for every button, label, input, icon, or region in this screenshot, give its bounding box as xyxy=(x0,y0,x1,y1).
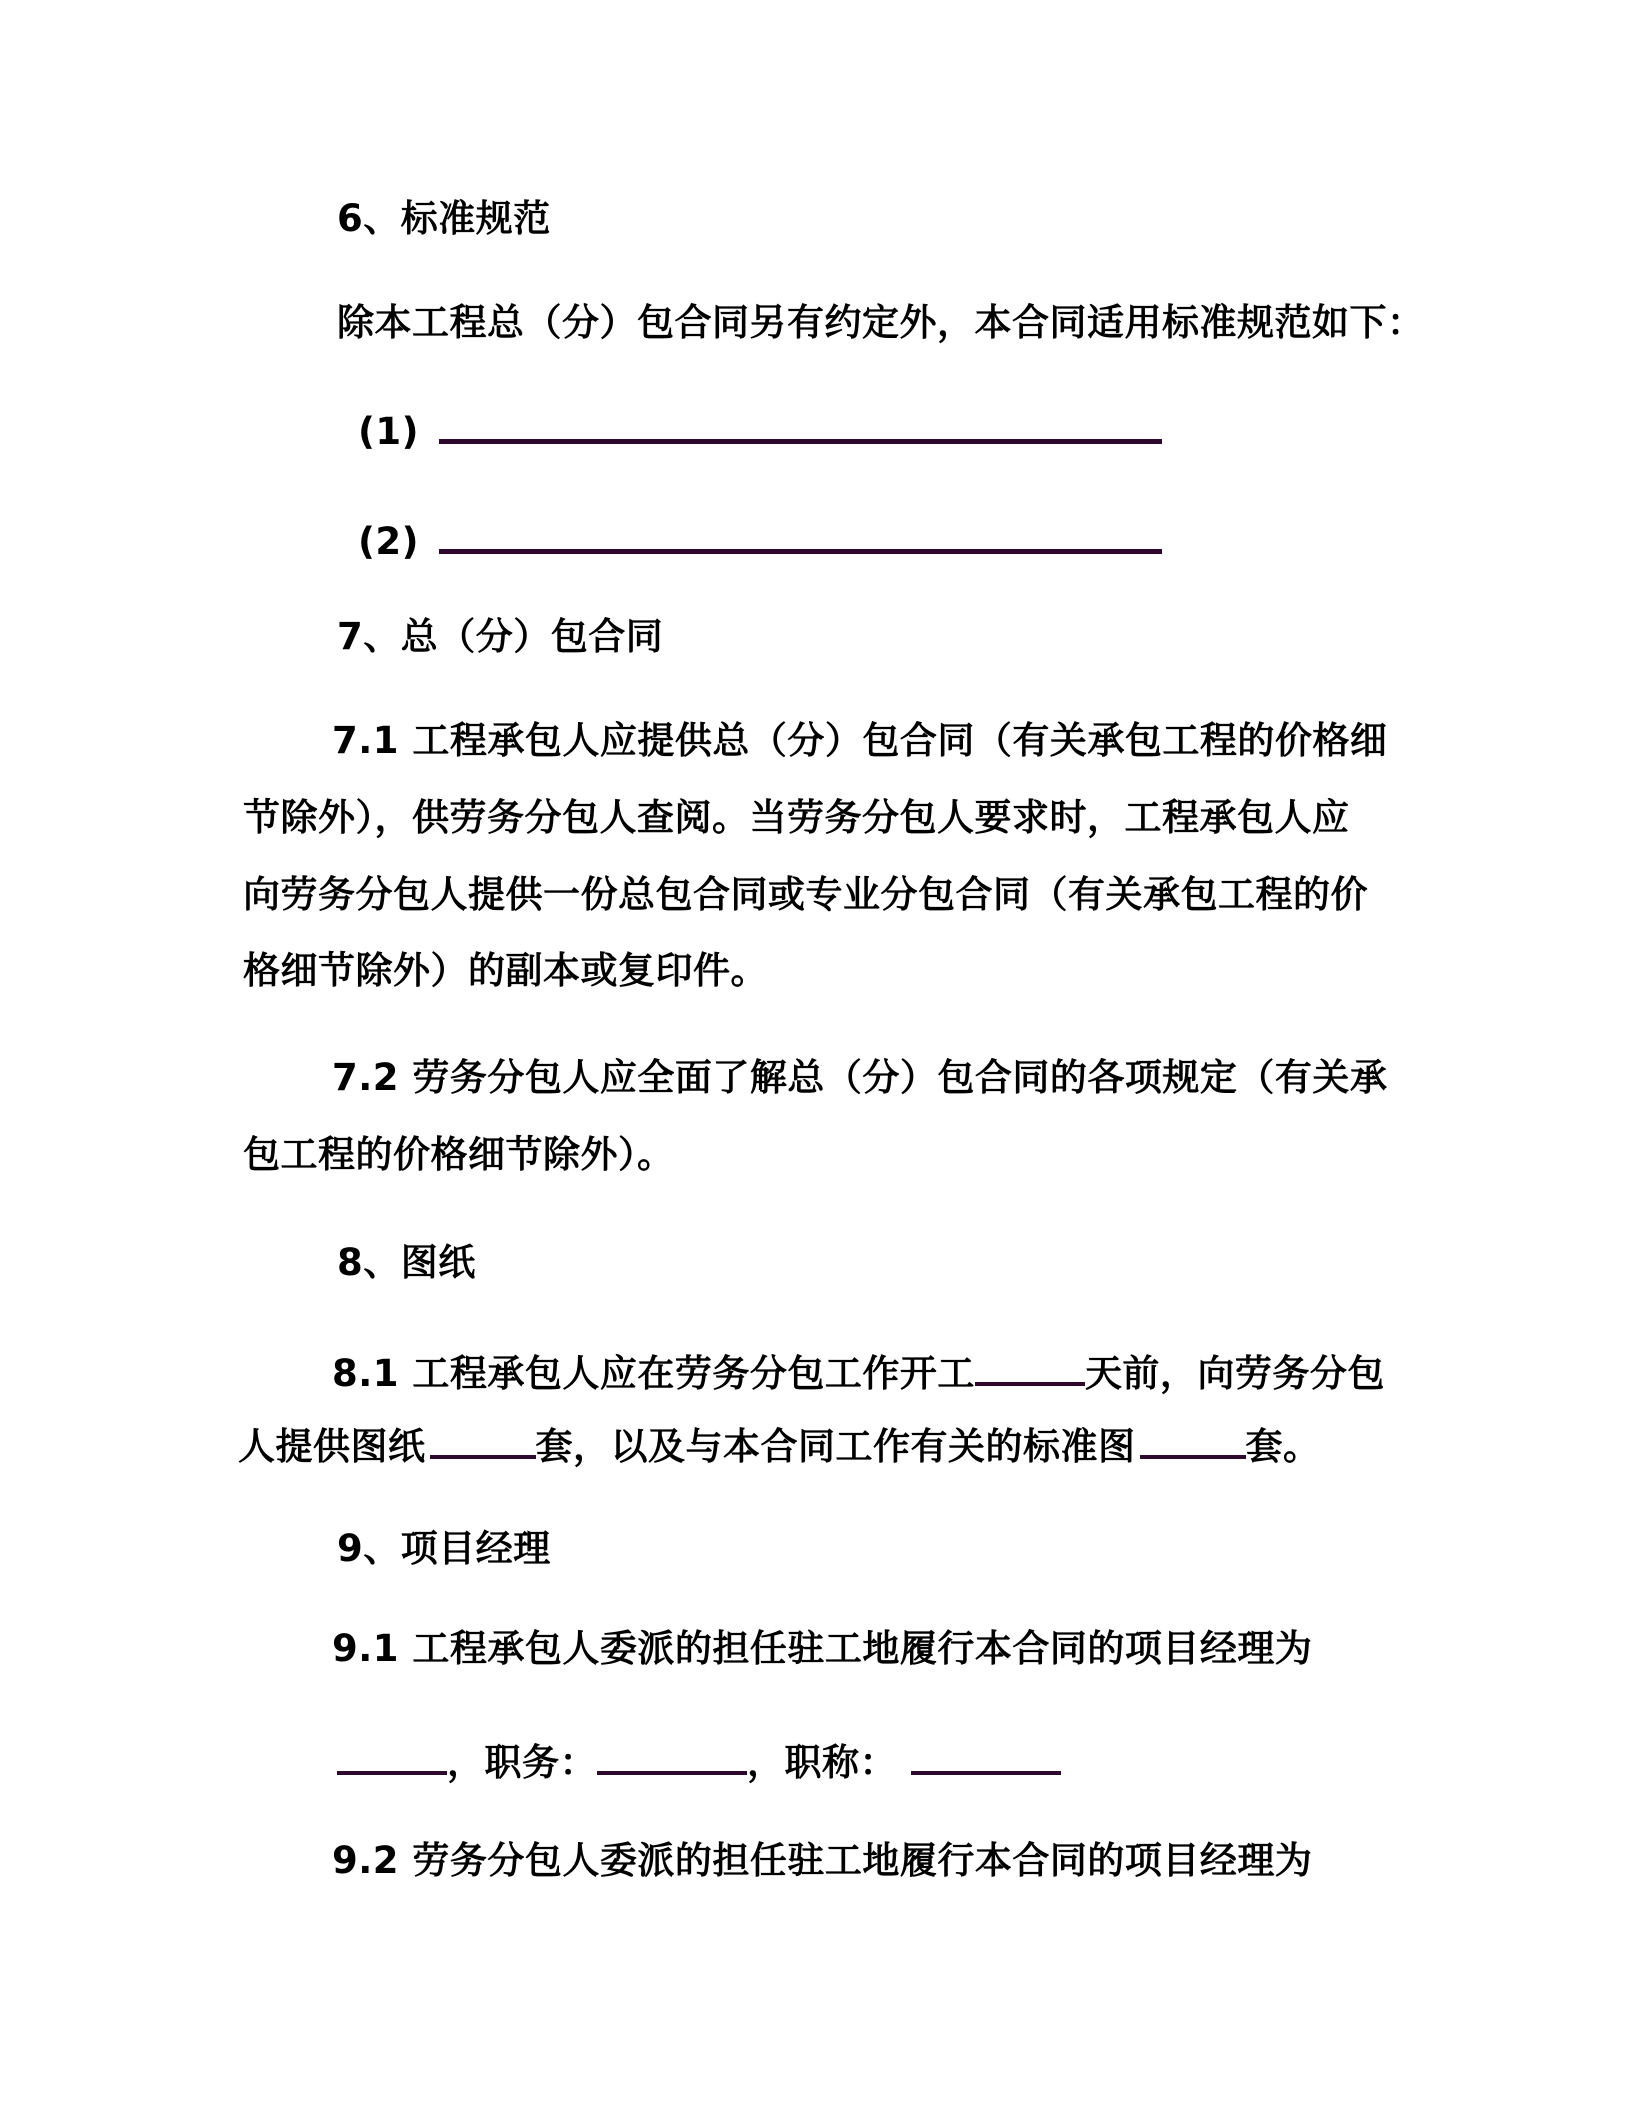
standard-item-2-label: (2) xyxy=(358,520,420,563)
section-6-heading: 6、标准规范 xyxy=(337,197,551,240)
professional-title-label: ，职称： xyxy=(747,1741,897,1784)
standard-item-1-label: (1) xyxy=(358,410,420,453)
clause-8-1-line-1-text-before: 8.1 工程承包人应在劳务分包工作开工 xyxy=(332,1352,975,1395)
clause-8-1-line-2-text-3: 套。 xyxy=(1245,1425,1321,1468)
clause-8-1-text-line-2 xyxy=(238,1418,1321,1470)
section-9-heading: 9、项目经理 xyxy=(337,1527,551,1570)
job-title-label: ，职务： xyxy=(447,1741,597,1784)
section-6-intro-text: 除本工程总（分）包合同另有约定外，本合同适用标准规范如下： xyxy=(337,301,1425,344)
section-7-heading: 7、总（分）包合同 xyxy=(337,615,664,658)
clause-8-1-line-1-text-after: 天前，向劳务分包 xyxy=(1084,1352,1385,1395)
days-blank-field xyxy=(975,1345,1085,1386)
section-8-heading: 8、图纸 xyxy=(337,1241,476,1284)
clause-9-2-text-line-1: 9.2 劳务分包人委派的担任驻工地履行本合同的项目经理为 xyxy=(332,1839,1313,1882)
standard-item-1-blank-line xyxy=(439,402,1162,444)
standard-drawing-sets-blank-field xyxy=(1140,1418,1246,1459)
clause-8-1-text-line-1 xyxy=(332,1345,1385,1397)
clause-8-1-line-2-text-2: 套，以及与本合同工作有关的标准图 xyxy=(535,1425,1136,1468)
clause-9-1-text-line-2 xyxy=(337,1734,1061,1786)
clause-7-1-text-line-2: 节除外），供劳务分包人查阅。当劳务分包人要求时，工程承包人应 xyxy=(243,796,1350,839)
clause-7-1-text-line-1: 7.1 工程承包人应提供总（分）包合同（有关承包工程的价格细 xyxy=(332,719,1388,762)
clause-7-1-text-line-3: 向劳务分包人提供一份总包合同或专业分包合同（有关承包工程的价 xyxy=(243,873,1368,916)
clause-9-1-text-line-1: 9.1 工程承包人委派的担任驻工地履行本合同的项目经理为 xyxy=(332,1627,1313,1670)
drawing-sets-blank-field xyxy=(430,1418,536,1459)
job-title-blank-field xyxy=(597,1734,747,1775)
clause-7-2-text-line-2: 包工程的价格细节除外）。 xyxy=(243,1133,675,1176)
standard-item-2-blank-line xyxy=(439,512,1162,554)
clause-7-2-text-line-1: 7.2 劳务分包人应全面了解总（分）包合同的各项规定（有关承 xyxy=(332,1056,1388,1099)
professional-title-blank-field xyxy=(911,1734,1061,1775)
manager-name-blank-field xyxy=(337,1734,447,1775)
clause-7-1-text-line-4: 格细节除外）的副本或复印件。 xyxy=(243,949,768,992)
standard-item-1 xyxy=(358,402,1162,455)
standard-item-2 xyxy=(358,512,1162,565)
clause-8-1-line-2-text-1: 人提供图纸 xyxy=(238,1425,426,1468)
